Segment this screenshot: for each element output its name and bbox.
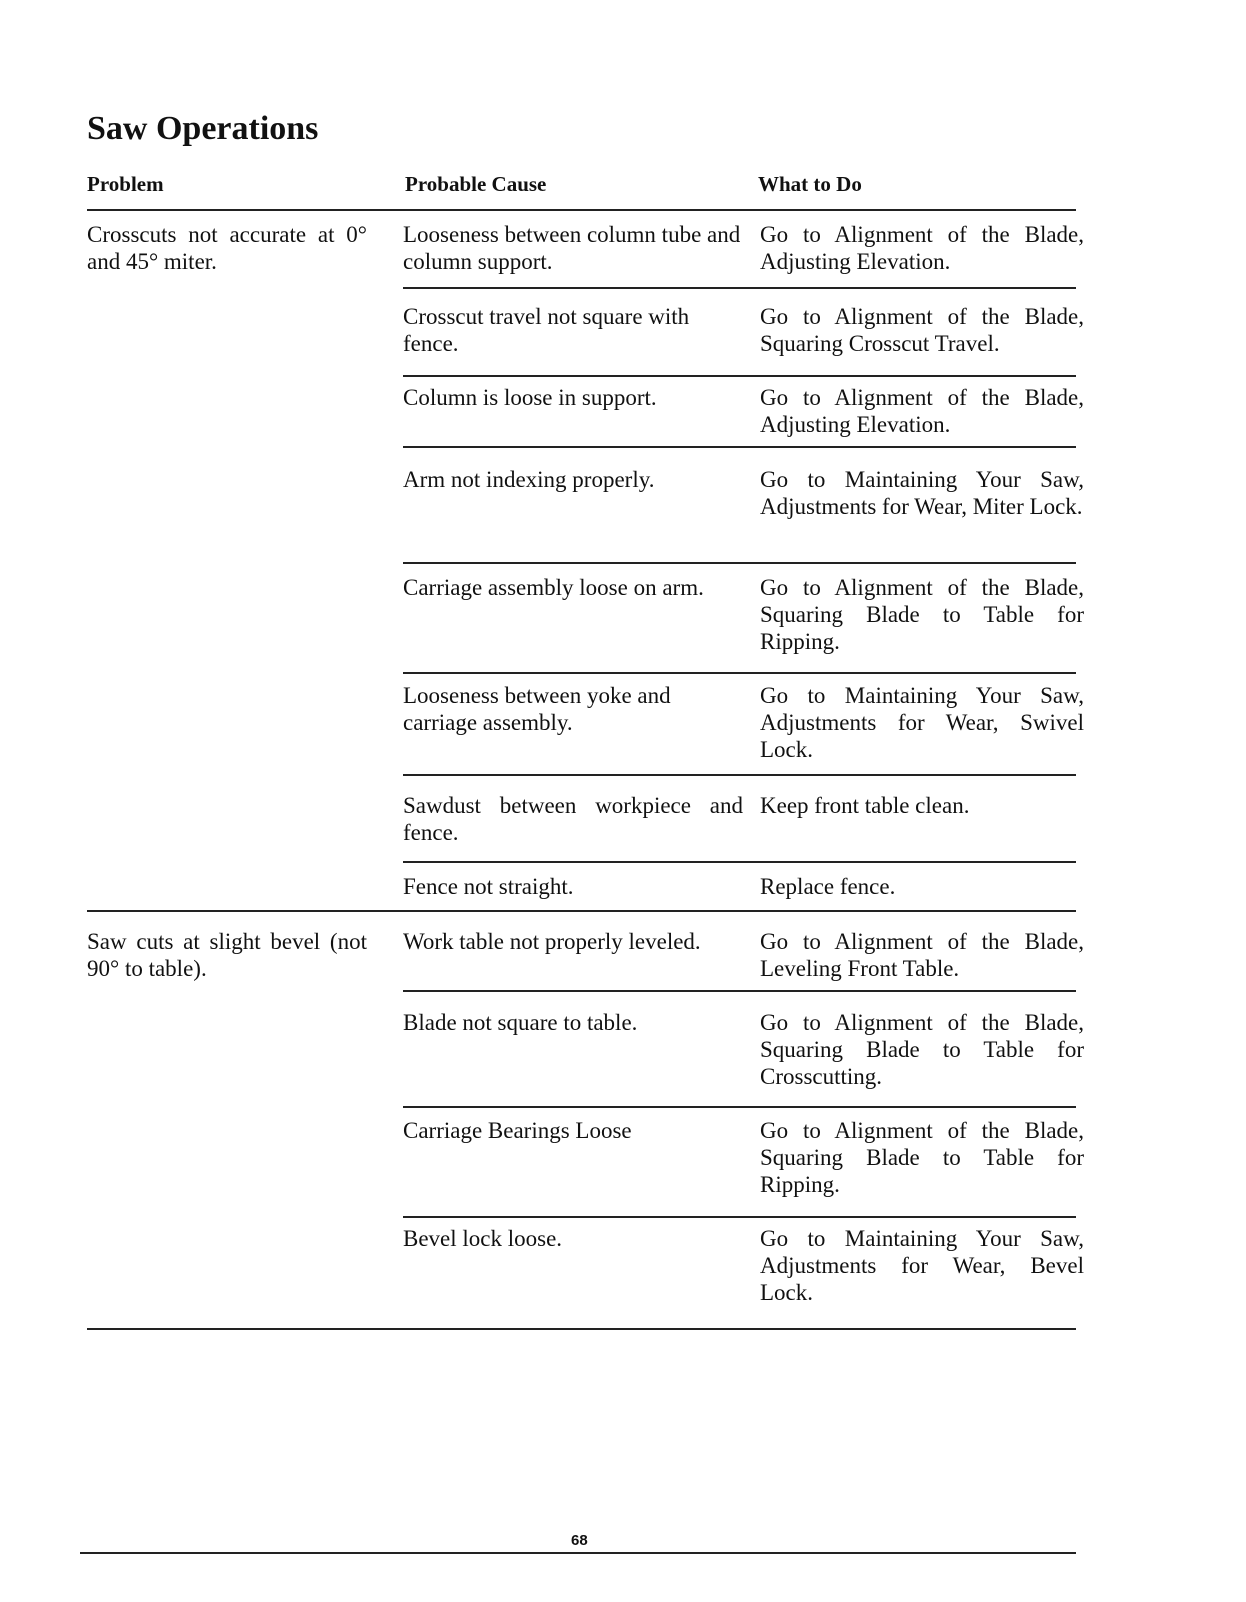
row-divider bbox=[403, 1106, 1076, 1108]
action-text: Go to Alignment of the Blade, Leveling Front Table. bbox=[760, 929, 1084, 981]
table-bottom-rule bbox=[87, 1328, 1076, 1330]
action-text: Go to Maintaining Your Saw, Adjustments for Wear, Swivel Lock. bbox=[760, 683, 1084, 762]
action-text: Go to Maintaining Your Saw, Adjustments for Wear, Bevel Lock. bbox=[760, 1226, 1084, 1305]
action-text: Keep front table clean. bbox=[760, 793, 970, 818]
cause-text: Bevel lock loose. bbox=[403, 1226, 563, 1251]
action-text: Go to Alignment of the Blade, Adjusting Elevation. bbox=[760, 385, 1084, 437]
action-text: Go to Alignment of the Blade, Squaring Blade to Table for Crosscutting. bbox=[760, 1010, 1084, 1089]
action-text: Go to Maintaining Your Saw, Adjustments for Wear, Miter Lock. bbox=[760, 467, 1084, 519]
cause-text: Blade not square to table. bbox=[403, 1010, 638, 1035]
row-divider bbox=[403, 861, 1076, 863]
cause-text: Column is loose in support. bbox=[403, 385, 657, 410]
header-rule bbox=[87, 209, 1076, 211]
cause-text: Sawdust between workpiece and fence. bbox=[403, 793, 743, 845]
cause-text: Looseness between column tube and column support. bbox=[403, 222, 741, 274]
problem-text: Saw cuts at slight bevel (not 90° to table). bbox=[87, 929, 367, 981]
row-divider bbox=[403, 774, 1076, 776]
cause-text: Carriage assembly loose on arm. bbox=[403, 575, 704, 600]
row-divider bbox=[403, 672, 1076, 674]
column-header-action: What to Do bbox=[758, 172, 862, 196]
row-divider bbox=[403, 1216, 1076, 1218]
row-divider bbox=[403, 562, 1076, 564]
action-text: Replace fence. bbox=[760, 874, 896, 899]
cause-text: Arm not indexing properly. bbox=[403, 467, 655, 492]
row-divider bbox=[403, 375, 1076, 377]
action-text: Go to Alignment of the Blade, Squaring Blade to Table for Ripping. bbox=[760, 1118, 1084, 1197]
footer-rule bbox=[80, 1552, 1076, 1554]
action-text: Go to Alignment of the Blade, Squaring Crosscut Travel. bbox=[760, 304, 1084, 356]
page-title: Saw Operations bbox=[87, 110, 319, 147]
row-divider bbox=[403, 990, 1076, 992]
page-number: 68 bbox=[571, 1532, 588, 1549]
column-header-cause: Probable Cause bbox=[405, 172, 547, 196]
cause-text: Crosscut travel not square with fence. bbox=[403, 304, 690, 356]
row-divider bbox=[403, 287, 1076, 289]
cause-text: Fence not straight. bbox=[403, 874, 574, 899]
row-divider bbox=[403, 446, 1076, 448]
column-header-problem: Problem bbox=[87, 172, 164, 196]
cause-text: Carriage Bearings Loose bbox=[403, 1118, 632, 1143]
problem-text: Crosscuts not accurate at 0° and 45° miter. bbox=[87, 222, 367, 274]
cause-text: Looseness between yoke and carriage assembly. bbox=[403, 683, 671, 735]
action-text: Go to Alignment of the Blade, Squaring Blade to Table for Ripping. bbox=[760, 575, 1084, 654]
cause-text: Work table not properly leveled. bbox=[403, 929, 701, 954]
group-rule bbox=[87, 910, 1076, 912]
action-text: Go to Alignment of the Blade, Adjusting Elevation. bbox=[760, 222, 1084, 274]
